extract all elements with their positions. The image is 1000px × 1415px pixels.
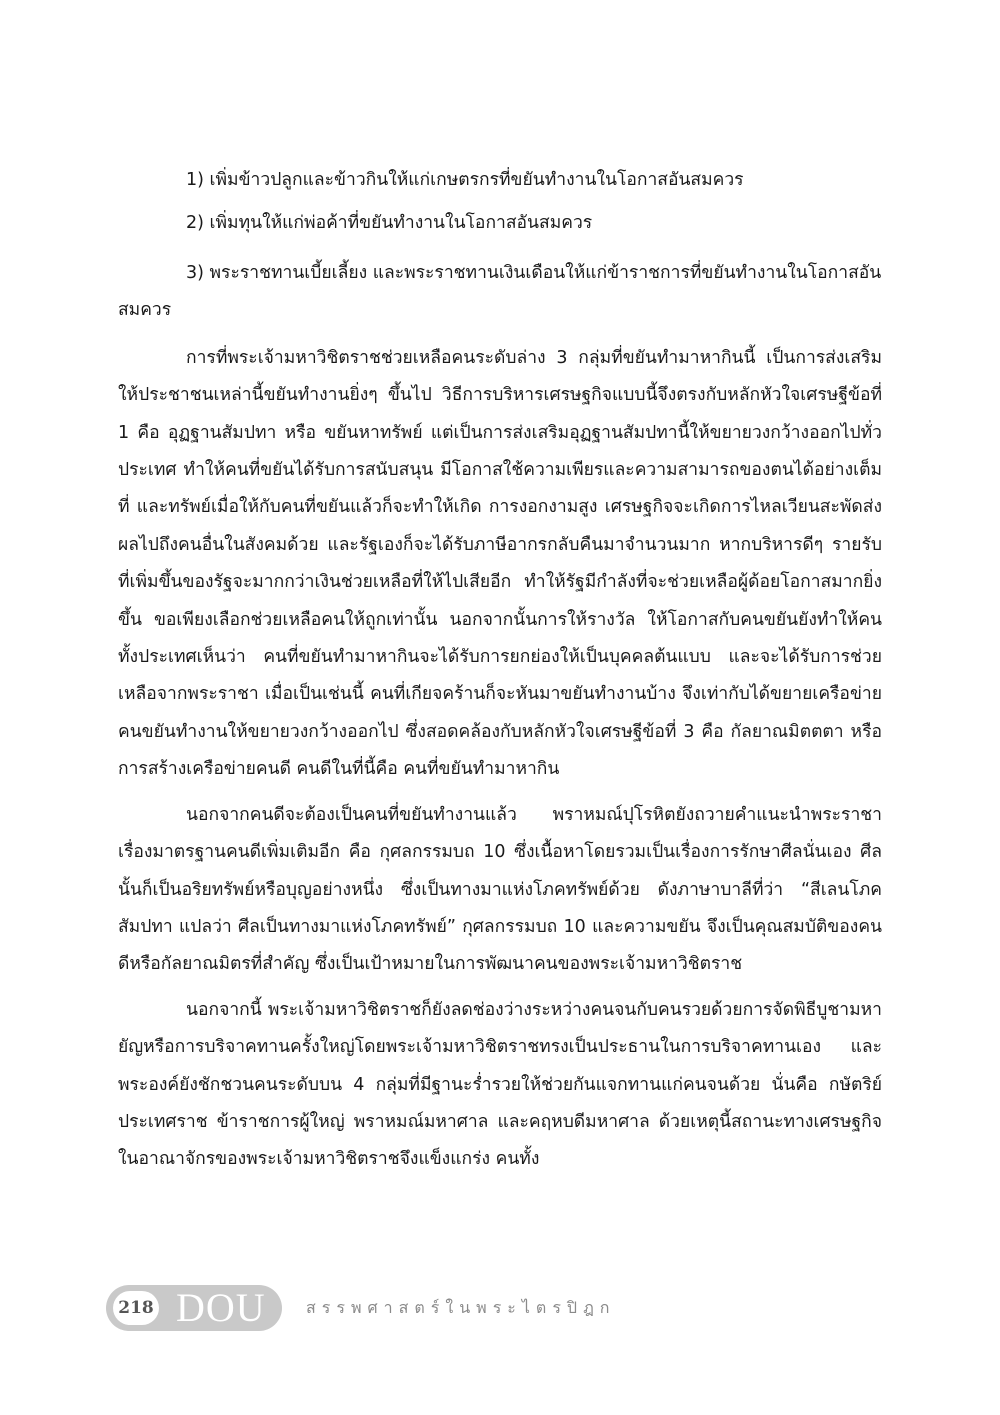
body-text [118, 160, 882, 1187]
paragraph-2: นอกจากคนดีจะต้องเป็นคนที่ขยันทำงานแล้ว พราหมณ์ปุโรหิตยังถวายคำแนะนำพระราชาเรื่องมาตรฐานคนดีเพิ่มเติมอีก คือ กุศลกรรมบถ 10 ซึ่งเนื้อหาโดยรวมเป็นเรื่องการรักษาศีลนั่นเอง ศีลนั้นก็เป็นอริยทรัพย์หรือบุญอย่างหนึ่ง ซึ่งเป็นทางมาแห่งโภคทรัพย์ด้วย ดังภาษาบาลีที่ว่า “สีเลนโภคสัมปทา แปลว่า ศีลเป็นทางมาแห่งโภคทรัพย์” กุศลกรรมบถ 10 และความขยัน จึงเป็นคุณสมบัติของคนดีหรือกัลยาณมิตรที่สำคัญ ซึ่งเป็นเป้าหมายในการพัฒนาคนของพระเจ้ามหาวิชิตราช [118, 804, 882, 975]
footer-badge [106, 1285, 282, 1331]
paragraph-3: นอกจากนี้ พระเจ้ามหาวิชิตราชก็ยังลดช่องว่างระหว่างคนจนกับคนรวยด้วยการจัดพิธีบูชามหายัญหรือการบริจาคทานครั้งใหญ่โดยพระเจ้ามหาวิชิตราชทรงเป็นประธานในการบริจาคทานเอง และพระองค์ยังชักชวนคนระดับบน 4 กลุ่มที่มีฐานะร่ำรวยให้ช่วยกันแจกทานแก่คนจนด้วย นั่นคือ กษัตริย์ประเทศราช ข้าราชการผู้ใหญ่ พราหมณ์มหาศาล และคฤหบดีมหาศาล ด้วยเหตุนี้สถานะทางเศรษฐกิจในอาณาจักรของพระเจ้ามหาวิชิตราชจึงแข็งแกร่ง คนทั้ง [118, 999, 882, 1170]
list-item-3: 3) พระราชทานเบี้ยเลี้ยง และพระราชทานเงินเดือนให้แก่ข้าราชการที่ขยันทำงานในโอกาสอันสมควร [118, 263, 882, 321]
book-title: สรรพศาสตร์ในพระไตรปิฎก [306, 1297, 616, 1317]
page-number: 218 [113, 1291, 159, 1325]
list-item-1: 1) เพิ่มข้าวปลูกและข้าวกินให้แก่เกษตรกรที่ขยันทำงานในโอกาสอันสมควร [186, 170, 744, 190]
page-footer [106, 1285, 616, 1331]
paragraph-1: การที่พระเจ้ามหาวิชิตราชช่วยเหลือคนระดับล่าง 3 กลุ่มที่ขยันทำมาหากินนี้ เป็นการส่งเสริมให้ประชาชนเหล่านี้ขยันทำงานยิ่งๆ ขึ้นไป วิธีการบริหารเศรษฐกิจแบบนี้จึงตรงกับหลักหัวใจเศรษฐีข้อที่ 1 คือ อุฏฐานสัมปทา หรือ ขยันหาทรัพย์ แต่เป็นการส่งเสริมอุฏฐานสัมปทานี้ให้ขยายวงกว้างออกไปทั่วประเทศ ทำให้คนที่ขยันได้รับการสนับสนุน มีโอกาสใช้ความเพียรและความสามารถของตนได้อย่างเต็มที่ และทรัพย์เมื่อให้กับคนที่ขยันแล้วก็จะทำให้เกิด การงอกงามสูง เศรษฐกิจจะเกิดการไหลเวียนสะพัดส่งผลไปถึงคนอื่นในสังคมด้วย และรัฐเองก็จะได้รับภาษีอากรกลับคืนมาจำนวนมาก หากบริหารดีๆ รายรับที่เพิ่มขึ้นของรัฐจะมากกว่าเงินช่วยเหลือที่ให้ไปเสียอีก ทำให้รัฐมีกำลังที่จะช่วยเหลือผู้ด้อยโอกาสมากยิ่งขึ้น ขอเพียงเลือกช่วยเหลือคนให้ถูกเท่านั้น นอกจากนั้นการให้รางวัล ให้โอกาสกับคนขยันยังทำให้คนทั้งประเทศเห็นว่า คนที่ขยันทำมาหากินจะได้รับการยกย่องให้เป็นบุคคลต้นแบบ และจะได้รับการช่วยเหลือจากพระราชา เมื่อเป็นเช่นนี้ คนที่เกียจคร้านก็จะหันมาขยันทำงานบ้าง จึงเท่ากับได้ขยายเครือข่ายคนขยันทำงานให้ขยายวงกว้างออกไป ซึ่งสอดคล้องกับหลักหัวใจเศรษฐีข้อที่ 3 คือ กัลยาณมิตตตา หรือ การสร้างเครือข่ายคนดี คนดีในที่นี้คือ คนที่ขยันทำมาหากิน [118, 347, 882, 780]
dou-logo: DOU [176, 1285, 266, 1330]
list-item-2: 2) เพิ่มทุนให้แก่พ่อค้าที่ขยันทำงานในโอกาสอันสมควร [186, 213, 593, 233]
